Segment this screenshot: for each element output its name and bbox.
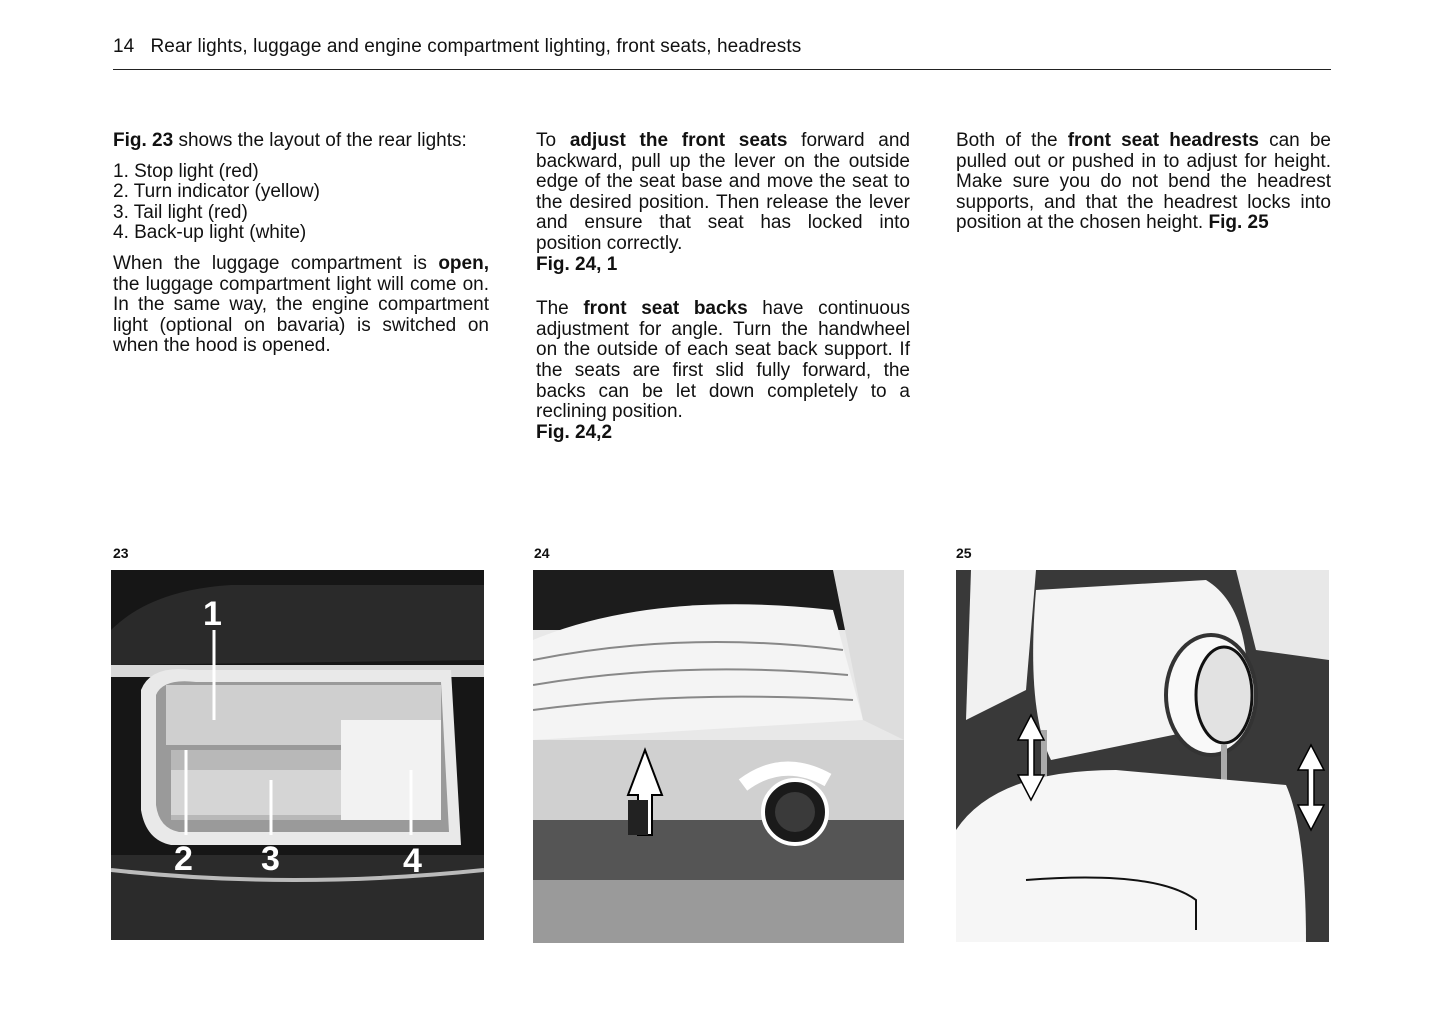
- paragraph-rear-lights-intro: [113, 131, 489, 152]
- paragraph-seat-backs: [536, 299, 910, 423]
- paragraph-text: When the luggage compartment is: [113, 252, 439, 274]
- emphasis-text: front seat headrests: [1067, 130, 1259, 151]
- callout-1: 1: [203, 595, 222, 633]
- paragraph-text: Both of the: [956, 130, 1068, 151]
- paragraph-text: To: [536, 130, 570, 151]
- emphasis-text: open,: [438, 252, 489, 274]
- figure-reference: Fig. 24, 1: [536, 253, 618, 275]
- figure-reference: Fig. 25: [1208, 212, 1269, 234]
- paragraph-text: shows the layout of the rear lights:: [173, 130, 467, 151]
- rear-lights-list: [113, 162, 489, 244]
- figure-23-label: 23: [113, 545, 129, 561]
- text-column-3: [956, 131, 1331, 234]
- emphasis-text: adjust the front seats: [569, 130, 788, 151]
- paragraph-text: have continuous adjustment for angle. Turn the handwheel on the outside of each seat back support. If the seats are first slid fully forward, the backs can be let down completely to a reclining position.: [536, 298, 910, 423]
- paragraph-text: the luggage compartment light will come on. In the same way, the engine compartment light (optional on bavaria) is switched on when the hood is opened.: [113, 273, 489, 357]
- list-item: 4. Back-up light (white): [113, 222, 307, 244]
- paragraph-headrests: [956, 131, 1331, 234]
- page-header: [113, 36, 801, 58]
- figure-25-label: 25: [956, 545, 972, 561]
- paragraph-adjust-seats: [536, 131, 910, 255]
- list-item: 2. Turn indicator (yellow): [113, 181, 320, 203]
- paragraph-text: can be pulled out or pushed in to adjust for height. Make sure you do not bend the headrest supports, and that the headrest locks into position at the chosen height.: [956, 130, 1331, 234]
- paragraph-text: forward and backward, pull up the lever on the outside edge of the seat base and move the seat to the desired position. Then release the lever and ensure that seat has locked into position correctly.: [536, 130, 910, 254]
- figure-24-label: 24: [534, 545, 550, 561]
- callout-2: 2: [174, 840, 193, 878]
- callout-3: 3: [261, 840, 280, 878]
- list-item: 3. Tail light (red): [113, 201, 248, 223]
- figure-23-rear-lights-photo: [111, 570, 484, 940]
- paragraph-text: The: [536, 298, 584, 320]
- header-divider: [113, 69, 1331, 70]
- callout-4: 4: [403, 842, 422, 880]
- emphasis-text: front seat backs: [583, 298, 748, 320]
- page-number: 14: [113, 36, 135, 57]
- text-column-2: [536, 131, 910, 443]
- figure-24-seat-adjust-photo: [533, 570, 904, 943]
- text-column-1: [113, 131, 489, 357]
- page-title: Rear lights, luggage and engine compartment lighting, front seats, headrests: [150, 36, 802, 57]
- figure-reference: Fig. 24,2: [536, 421, 613, 443]
- paragraph-compartment-light: [113, 254, 489, 357]
- list-item: 1. Stop light (red): [113, 160, 259, 182]
- figure-reference: Fig. 23: [113, 130, 174, 151]
- figure-25-headrest-photo: [956, 570, 1329, 942]
